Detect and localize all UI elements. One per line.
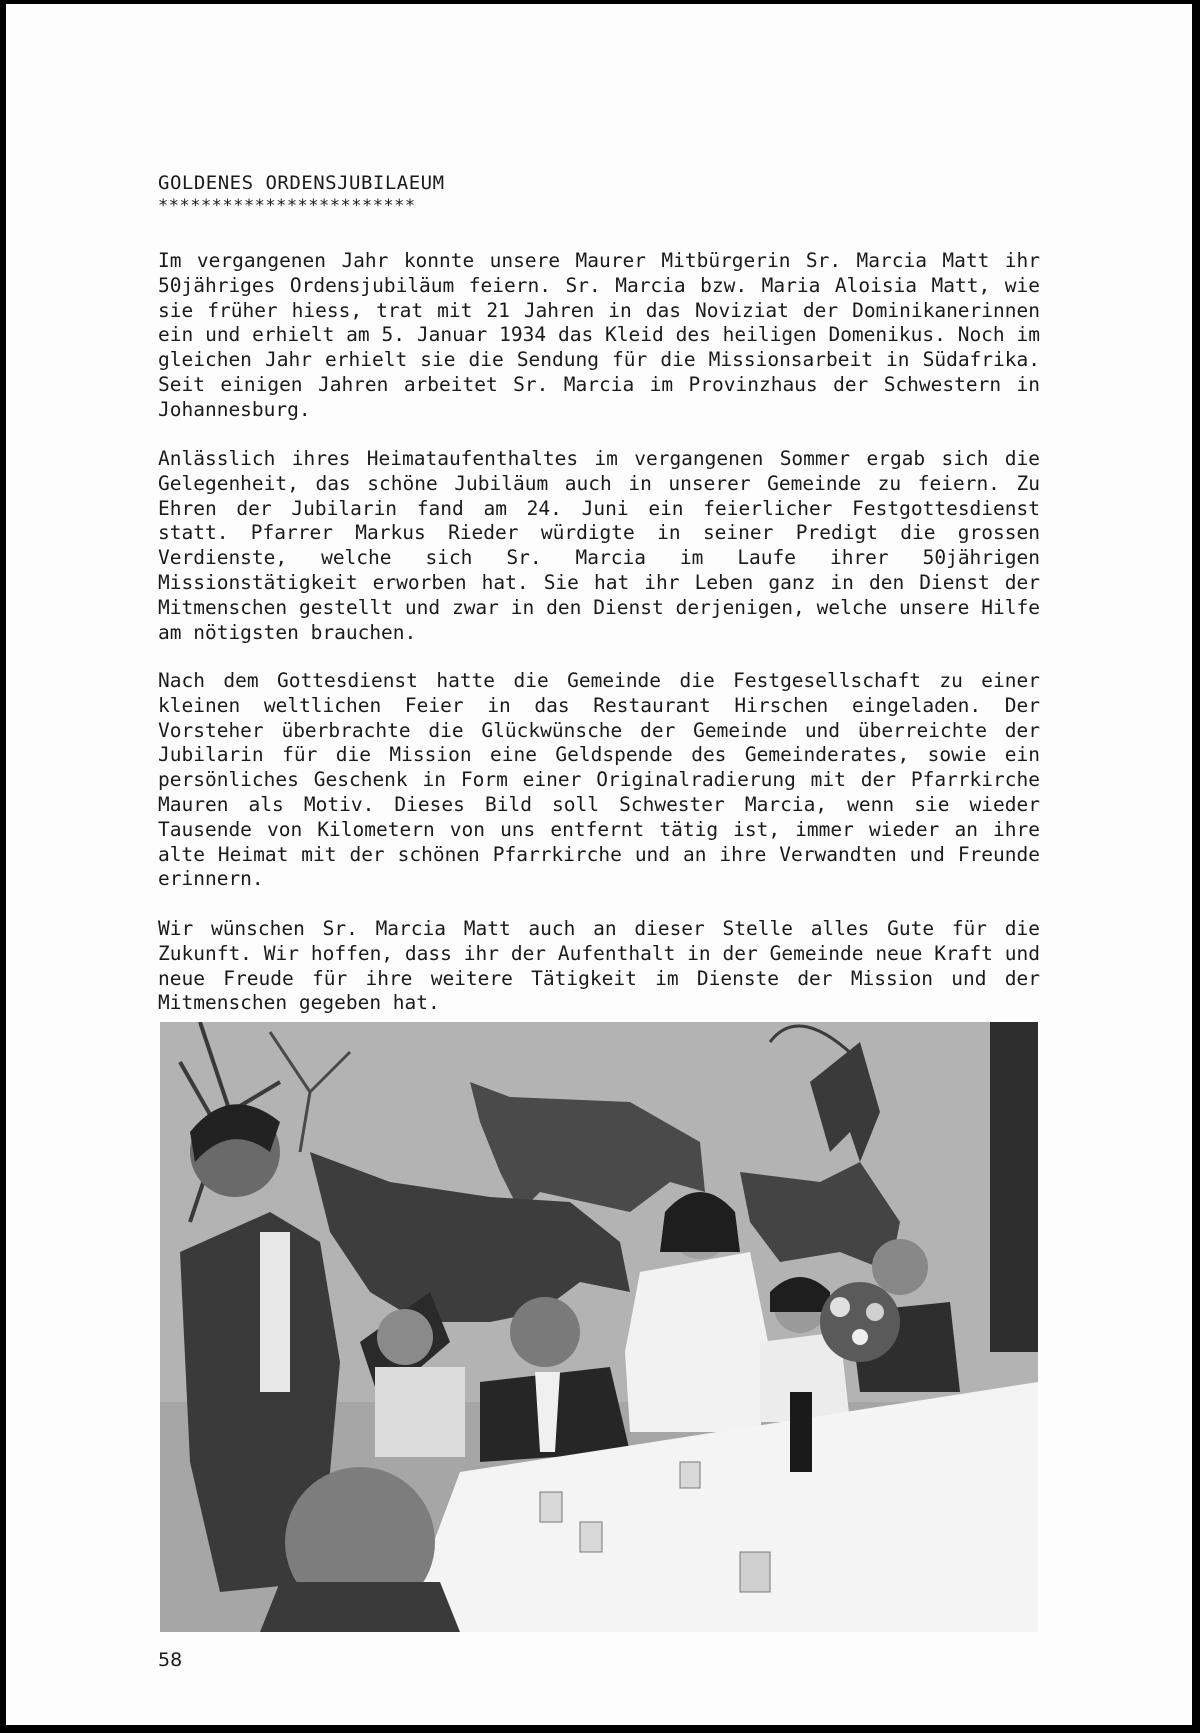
article-title: GOLDENES ORDENSJUBILAEUM — [158, 172, 445, 194]
title-underline: ************************ — [158, 196, 416, 216]
document-page — [6, 4, 1192, 1725]
jubilee-celebration-photo — [160, 1022, 1038, 1632]
paragraph-3: Nach dem Gottesdienst hatte die Gemeinde die Festgesellschaft zu einer kleinen weltlichen Feier in das Restaurant Hirschen eingeladen. Der Vorsteher überbrachte die Glückwünsche der Gemeinde und überreichte der Jubilarin für die Mission eine Geldspende des Gemeinderates, sowie ein persönliches Geschenk in Form einer Originalradierung mit der Pfarrkirche Mauren als Motiv. Dieses Bild soll Schwester Marcia, wenn sie wieder Tausende von Kilometern von uns entfernt tätig ist, immer wieder an ihre alte Heimat mit der schönen Pfarrkirche und an ihre Verwandten und Freunde erinnern. — [158, 669, 1040, 891]
paragraph-1: Im vergangenen Jahr konnte unsere Maurer Mitbürgerin Sr. Marcia Matt ihr 50jähriges Ordensjubiläum feiern. Sr. Marcia bzw. Maria Aloisia Matt, wie sie früher hiess, trat mit 21 Jahren in das Noviziat der Dominikanerinnen ein und erhielt am 5. Januar 1934 das Kleid des heiligen Domenikus. Noch im gleichen Jahr erhielt sie die Sendung für die Missionsarbeit in Südafrika. Seit einigen Jahren arbeitet Sr. Marcia im Provinzhaus der Schwestern in Johannesburg. — [158, 249, 1040, 421]
page-number: 58 — [158, 1649, 183, 1671]
paragraph-4: Wir wünschen Sr. Marcia Matt auch an dieser Stelle alles Gute für die Zukunft. Wir hoffen, dass ihr der Aufenthalt in der Gemeinde neue Kraft und neue Freude für ihre weitere Tätigkeit im Dienste der Mission und der Mitmenschen gegeben hat. — [158, 917, 1040, 1015]
paragraph-2: Anlässlich ihres Heimataufenthaltes im vergangenen Sommer ergab sich die Gelegenheit, das schöne Jubiläum auch in unserer Gemeinde zu feiern. Zu Ehren der Jubilarin fand am 24. Juni ein feierlicher Festgottesdienst statt. Pfarrer Markus Rieder würdigte in seiner Predigt die grossen Verdienste, welche sich Sr. Marcia im Laufe ihrer 50jährigen Missionstätigkeit erworben hat. Sie hat ihr Leben ganz in den Dienst der Mitmenschen gestellt und zwar in den Dienst derjenigen, welche unsere Hilfe am nötigsten brauchen. — [158, 447, 1040, 644]
